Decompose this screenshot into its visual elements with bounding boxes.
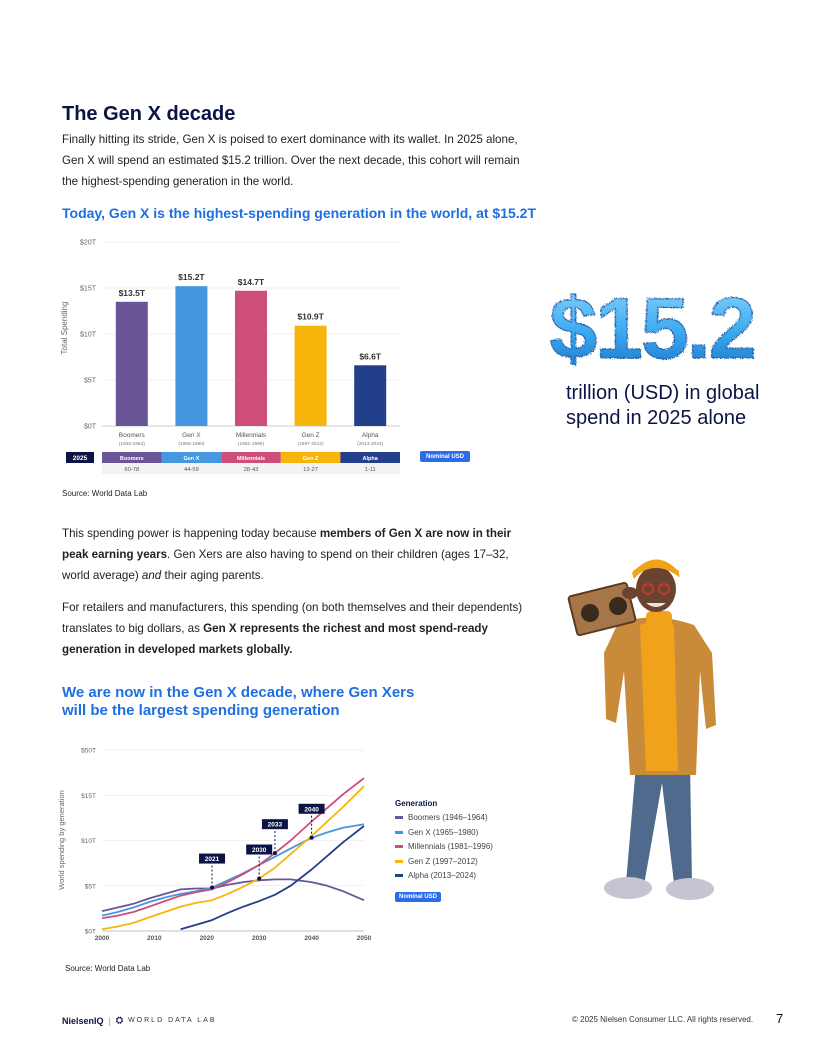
line-chart-source: Source: World Data Lab (65, 964, 151, 973)
bar-category-label: Gen X (182, 432, 201, 439)
bar-category-label: Millennials (235, 432, 267, 439)
legend-label: Gen X (1965–1980) (408, 827, 479, 837)
bar-value-label: $14.7T (237, 276, 265, 287)
intro-paragraph: Finally hitting its stride, Gen X is poised to exert dominance with its wallet. In 2025 alone, Gen X will spend an estimated $15.2 trillion. Over the next decade, this cohort will remain the highest-spending generation in the world. (62, 133, 520, 188)
table-age-label: 1-11 (364, 467, 376, 473)
callout-point (210, 886, 214, 890)
legend-swatch (395, 874, 403, 877)
table-age-label: 28-43 (243, 467, 259, 473)
line-chart-nominal-usd-badge: Nominal USD (395, 892, 441, 902)
bar-gen-x (175, 286, 207, 426)
turtleneck (646, 611, 672, 631)
bar-millennials (235, 291, 267, 426)
boombox-speaker-left (581, 604, 599, 622)
big-stat-caption: trillion (USD) in global spend in 2025 alone (566, 382, 760, 429)
bar-category-label: Gen Z (301, 432, 320, 439)
bar-category-years: (1965-1980) (178, 442, 205, 447)
line-y-tick-label: $0T (84, 928, 96, 936)
bar-chart-nominal-usd-badge: Nominal USD (420, 451, 470, 462)
copyright-notice: © 2025 Nielsen Consumer LLC. All rights reserved. (572, 1015, 754, 1024)
series-line-boomers (102, 879, 364, 911)
footer-logos: NielsenIQ | ⛭ WORLD DATA LAB (62, 1015, 217, 1026)
bar-y-tick-label: $10T (80, 331, 96, 339)
legend-item (395, 857, 478, 866)
world-data-lab-logo: WORLD DATA LAB (128, 1017, 217, 1024)
callout-label: 2033 (267, 821, 283, 829)
table-year-label: 2025 (72, 455, 88, 462)
line-y-tick-label: $15T (81, 792, 96, 800)
bar-y-tick-label: $20T (80, 239, 96, 247)
table-age-label: 12-27 (303, 467, 319, 473)
bar-category-years: (1981-1996) (237, 442, 265, 447)
legend-label: Alpha (2013–2024) (408, 871, 477, 880)
table-age-label: 60-78 (124, 467, 140, 473)
retailers-paragraph: For retailers and manufacturers, this spending (on both themselves and their dependents) translates to big dollars, as Gen X represents the richest and most spend-ready generation in developed markets globally. (62, 601, 523, 656)
bar-category-label: Boomers (118, 432, 145, 439)
table-generation-label: Gen X (183, 455, 200, 462)
bar-category-years: (2013-2024) (357, 442, 384, 447)
legend-label: Gen Z (1997–2012) (408, 856, 478, 866)
bar-y-tick-label: $0T (83, 423, 96, 431)
jeans-shape (626, 763, 692, 885)
bar-value-label: $6.6T (359, 351, 382, 362)
page-number: 7 (776, 1011, 784, 1026)
big-stat-number (527, 284, 777, 374)
callout-label: 2040 (304, 806, 319, 814)
line-x-tick-label: 2040 (304, 935, 319, 942)
legend-swatch (395, 860, 403, 863)
bar-alpha (354, 365, 386, 426)
line-chart (56, 742, 386, 946)
legend-item (395, 813, 488, 822)
bar-y-tick-label: $5T (83, 377, 96, 385)
line-x-tick-label: 2010 (147, 935, 162, 942)
legend-swatch (395, 816, 403, 819)
line-x-tick-label: 2030 (251, 935, 267, 942)
legend-label: Millennials (1981–1996) (408, 842, 493, 851)
bar-value-label: $10.9T (297, 311, 324, 322)
bar-chart-y-axis-title: Total Spending (60, 301, 69, 355)
bar-boomers (116, 302, 148, 426)
table-generation-label: Boomers (119, 455, 144, 462)
hand (622, 587, 638, 599)
callout-label: 2021 (204, 856, 220, 864)
series-line-millennials (102, 778, 364, 918)
bar-category-years: (1946-1964) (118, 442, 145, 447)
gen-x-man-with-boombox-illustration (566, 553, 766, 923)
nielseniq-logo: NielsenIQ (62, 1015, 104, 1026)
table-generation-label: Millennials (236, 455, 266, 462)
bar-y-tick-label: $15T (80, 285, 96, 293)
left-sneaker (604, 877, 652, 899)
bar-value-label: $15.2T (178, 272, 205, 283)
callout-point (310, 836, 314, 840)
bar-chart (56, 232, 476, 482)
boombox-speaker-right (609, 597, 627, 615)
sweater-shape (640, 622, 678, 771)
page-title: The Gen X decade (62, 103, 236, 125)
legend-swatch (395, 845, 403, 848)
right-sneaker (666, 878, 714, 900)
line-chart-subtitle: We are now in the Gen X decade, where Gen Xers will be the largest spending generation (62, 684, 415, 719)
series-line-alpha (181, 826, 364, 929)
legend-swatch (395, 831, 403, 834)
table-generation-label: Alpha (362, 455, 378, 462)
line-y-tick-label: $5T (84, 883, 96, 891)
callout-point (273, 851, 277, 855)
line-chart-legend-title: Generation (395, 799, 438, 808)
line-chart-y-axis-title: World spending by generation (57, 790, 66, 890)
line-y-tick-label: $50T (81, 747, 96, 755)
bar-value-label: $13.5T (118, 287, 146, 298)
spending-power-paragraph: This spending power is happening today because members of Gen X are now in their peak earning years. Gen Xers are also having to spend on their children (ages 17–32, world average) and their aging parents. (62, 527, 512, 582)
callout-point (257, 877, 261, 881)
table-generation-label: Gen Z (302, 455, 319, 462)
bar-chart-subtitle: Today, Gen X is the highest-spending generation in the world, at $15.2T (62, 205, 536, 221)
table-age-label: 44-59 (183, 467, 199, 473)
legend-item (395, 828, 478, 837)
line-x-tick-label: 2000 (94, 935, 110, 942)
line-y-tick-label: $10T (81, 838, 96, 845)
big-stat-text: $15.2 (549, 284, 755, 374)
bar-chart-source: Source: World Data Lab (62, 489, 148, 498)
callout-label: 2030 (251, 847, 267, 855)
legend-label: Boomers (1946–1964) (408, 813, 488, 822)
bar-gen-z (295, 326, 327, 426)
bar-category-years: (1997-2012) (297, 442, 324, 447)
legend-item (395, 871, 476, 880)
line-x-tick-label: 2050 (356, 935, 372, 942)
world-data-lab-icon: ⛭ (115, 1015, 124, 1025)
line-x-tick-label: 2020 (199, 935, 215, 942)
legend-item (395, 842, 493, 851)
bar-category-label: Alpha (361, 432, 379, 439)
